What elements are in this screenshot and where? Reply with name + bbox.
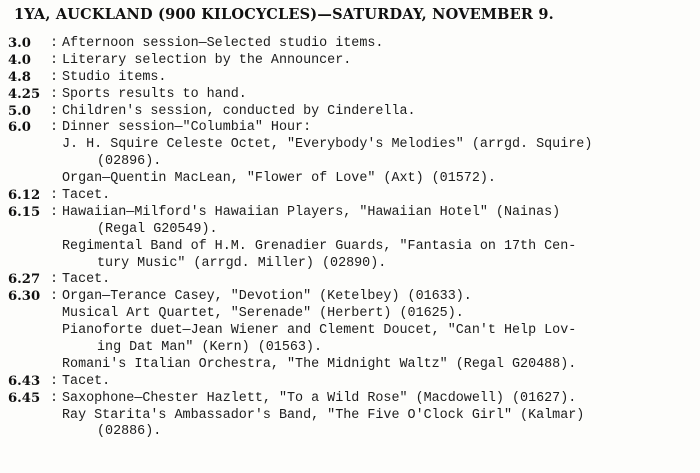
programme-time: 6.15 <box>8 204 41 220</box>
programme-line <box>0 256 700 273</box>
time-separator: : <box>50 103 59 119</box>
programme-text: Musical Art Quartet, "Serenade" (Herbert) (01625). <box>62 306 464 322</box>
time-separator: : <box>50 52 59 68</box>
programme-line <box>0 357 700 374</box>
programme-line <box>0 340 700 357</box>
programme-line <box>0 272 700 289</box>
programme-line <box>0 70 700 87</box>
programme-line <box>0 391 700 408</box>
programme-time: 4.8 <box>8 69 31 85</box>
programme-text: ing Dat Man" (Kern) (01563). <box>97 340 322 356</box>
programme-text: Pianoforte duet—Jean Wiener and Clement Doucet, "Can't Help Lov- <box>62 323 577 339</box>
programme-text: Ray Starita's Ambassador's Band, "The Five O'Clock Girl" (Kalmar) <box>62 407 585 423</box>
programme-text: (Regal G20549). <box>97 221 218 237</box>
programme-time: 5.0 <box>8 103 31 119</box>
programme-text: Hawaiian—Milford's Hawaiian Players, "Hawaiian Hotel" (Nainas) <box>62 204 561 220</box>
programme-time: 6.45 <box>8 390 41 406</box>
programme-line <box>0 289 700 306</box>
programme-line <box>0 424 700 441</box>
programme-time: 6.0 <box>8 120 31 136</box>
time-separator: : <box>50 36 59 51</box>
programme-list <box>0 36 700 441</box>
programme-time: 4.25 <box>8 86 41 102</box>
programme-line <box>0 222 700 239</box>
time-separator: : <box>50 373 59 389</box>
programme-text: Saxophone—Chester Hazlett, "To a Wild Rose" (Macdowell) (01627). <box>62 390 577 406</box>
programme-text: Dinner session—"Columbia" Hour: <box>62 120 312 136</box>
programme-time: 6.30 <box>8 289 41 305</box>
time-separator: : <box>50 390 59 406</box>
programme-line <box>0 53 700 70</box>
programme-line <box>0 36 700 53</box>
programme-line <box>0 171 700 188</box>
page-title: 1YA, AUCKLAND (900 KILOCYCLES)—SATURDAY, NOVEMBER 9. <box>14 6 554 23</box>
programme-text: Organ—Quentin MacLean, "Flower of Love" (Axt) (01572). <box>62 171 496 187</box>
programme-text: Sports results to hand. <box>62 86 247 102</box>
programme-text: J. H. Squire Celeste Octet, "Everybody's Melodies" (arrgd. Squire) <box>62 137 593 153</box>
programme-line <box>0 104 700 121</box>
programme-time: 6.27 <box>8 272 41 288</box>
time-separator: : <box>50 289 59 305</box>
programme-text: (02886). <box>97 424 162 440</box>
programme-text: (02896). <box>97 154 162 170</box>
programme-line <box>0 374 700 391</box>
time-separator: : <box>50 69 59 85</box>
programme-text: Organ—Terance Casey, "Devotion" (Ketelbey) (01633). <box>62 289 472 305</box>
programme-text: Tacet. <box>62 373 111 389</box>
time-separator: : <box>50 204 59 220</box>
time-separator: : <box>50 272 59 288</box>
programme-line <box>0 188 700 205</box>
programme-text: Regimental Band of H.M. Grenadier Guards, "Fantasia on 17th Cen- <box>62 238 577 254</box>
programme-time: 6.12 <box>8 188 41 204</box>
time-separator: : <box>50 86 59 102</box>
programme-line <box>0 154 700 171</box>
programme-line <box>0 408 700 425</box>
programme-line <box>0 306 700 323</box>
programme-text: Romani's Italian Orchestra, "The Midnight Waltz" (Regal G20488). <box>62 356 577 372</box>
programme-line <box>0 205 700 222</box>
programme-text: Literary selection by the Announcer. <box>62 52 352 68</box>
programme-time: 6.43 <box>8 373 41 389</box>
programme-time: 3.0 <box>8 36 31 51</box>
programme-line <box>0 137 700 154</box>
programme-text: Tacet. <box>62 188 111 204</box>
programme-text: Tacet. <box>62 272 111 288</box>
time-separator: : <box>50 188 59 204</box>
programme-text: tury Music" (arrgd. Miller) (02890). <box>97 255 387 271</box>
time-separator: : <box>50 120 59 136</box>
programme-line <box>0 323 700 340</box>
programme-text: Afternoon session—Selected studio items. <box>62 36 384 51</box>
programme-text: Children's session, conducted by Cinderella. <box>62 103 416 119</box>
programme-line <box>0 239 700 256</box>
programme-line <box>0 120 700 137</box>
programme-time: 4.0 <box>8 52 31 68</box>
programme-text: Studio items. <box>62 69 167 85</box>
programme-line <box>0 87 700 104</box>
